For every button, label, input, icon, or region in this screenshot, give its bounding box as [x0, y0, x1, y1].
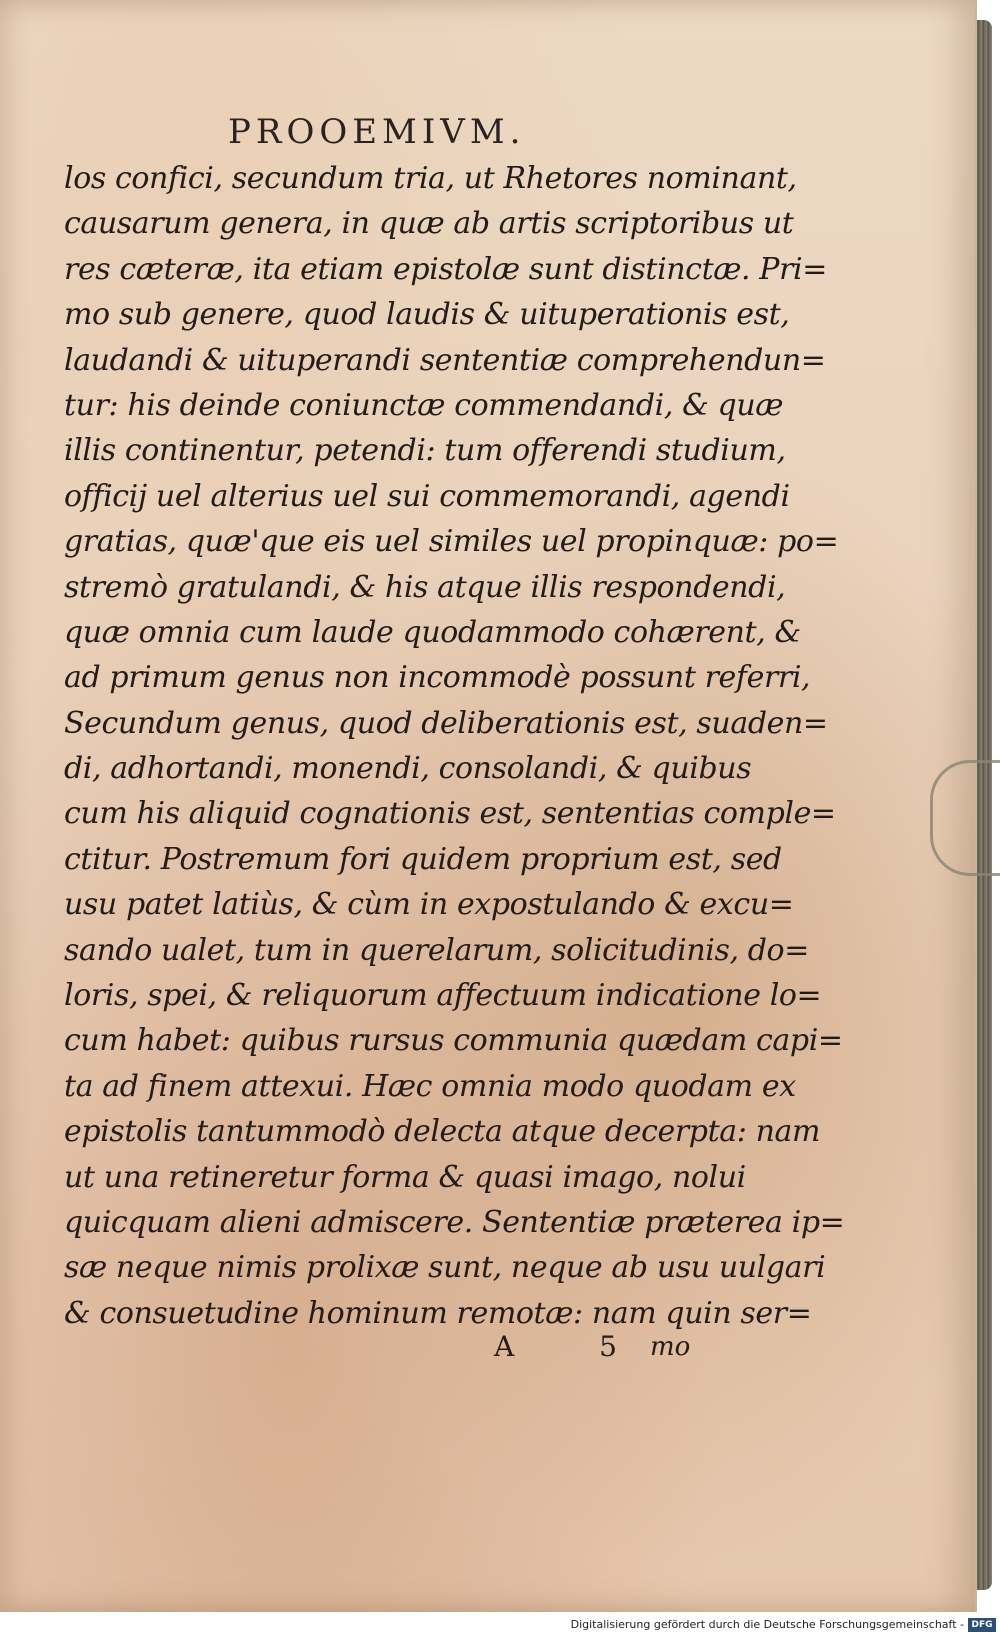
page-clip — [930, 760, 1000, 876]
text-line: loris, spei, & reliquorum affectuum indicatione lo= — [64, 978, 822, 1014]
text-line: cum his aliquid cognationis est, sententias comple= — [64, 796, 836, 832]
signature-mark: A 5 — [494, 1330, 655, 1363]
text-line: quæ omnia cum laude quodammodo cohærent, & — [64, 614, 801, 650]
text-line: tur: his deinde coniunctæ commendandi, & quæ — [64, 387, 784, 423]
text-line: ut una retineretur forma & quasi imago, nolui — [64, 1159, 746, 1195]
text-line: & consuetudine hominum remotæ: nam quin ser= — [64, 1295, 812, 1331]
digitization-credit: Digitalisierung gefördert durch die Deutsche Forschungsgemeinschaft - — [570, 1618, 964, 1631]
text-line: ta ad finem attexui. Hæc omnia modo quodam ex — [64, 1068, 796, 1104]
text-line: sando ualet, tum in querelarum, solicitudinis, do= — [64, 932, 809, 968]
text-line: Secundum genus, quod deliberationis est, suaden= — [64, 705, 828, 741]
text-line: quicquam alieni admiscere. Sententiæ præterea ip= — [64, 1204, 845, 1240]
dfg-logo: DFG — [968, 1618, 996, 1632]
catchword: mo — [650, 1332, 691, 1362]
text-line: res cæteræ, ita etiam epistolæ sunt distinctæ. Pri= — [64, 251, 827, 287]
text-line: los confici, secundum tria, ut Rhetores nominant, — [64, 161, 797, 196]
body-text — [64, 156, 845, 1336]
text-line: sæ neque nimis prolixæ sunt, neque ab usu uulgari — [64, 1250, 826, 1286]
text-line: ad primum genus non incommodè possunt referri, — [64, 660, 811, 696]
text-line: di, adhortandi, monendi, consolandi, & quibus — [64, 751, 752, 787]
text-line: usu patet latiùs, & cùm in expostulando & excu= — [64, 887, 794, 923]
text-line: causarum genera, in quæ ab artis scriptoribus ut — [64, 206, 794, 242]
text-line: cum habet: quibus rursus communia quædam capi= — [64, 1023, 843, 1059]
text-line: stremò gratulandi, & his atque illis respondendi, — [64, 569, 786, 605]
text-line: ctitur. Postremum fori quidem proprium est, sed — [64, 841, 782, 877]
running-head: PROOEMIVM. — [228, 112, 526, 152]
text-line: gratias, quæ'que eis uel similes uel propinquæ: po= — [64, 524, 839, 560]
text-line: officij uel alterius uel sui commemorandi, agendi — [64, 478, 790, 514]
text-line: mo sub genere, quod laudis & uituperationis est, — [64, 297, 790, 333]
text-line: illis continentur, petendi: tum offerendi studium, — [64, 433, 786, 469]
text-line: laudandi & uituperandi sententiæ comprehendun= — [64, 342, 826, 378]
page-footer — [60, 1330, 720, 1374]
text-line: epistolis tantummodò delecta atque decerpta: nam — [64, 1114, 821, 1150]
